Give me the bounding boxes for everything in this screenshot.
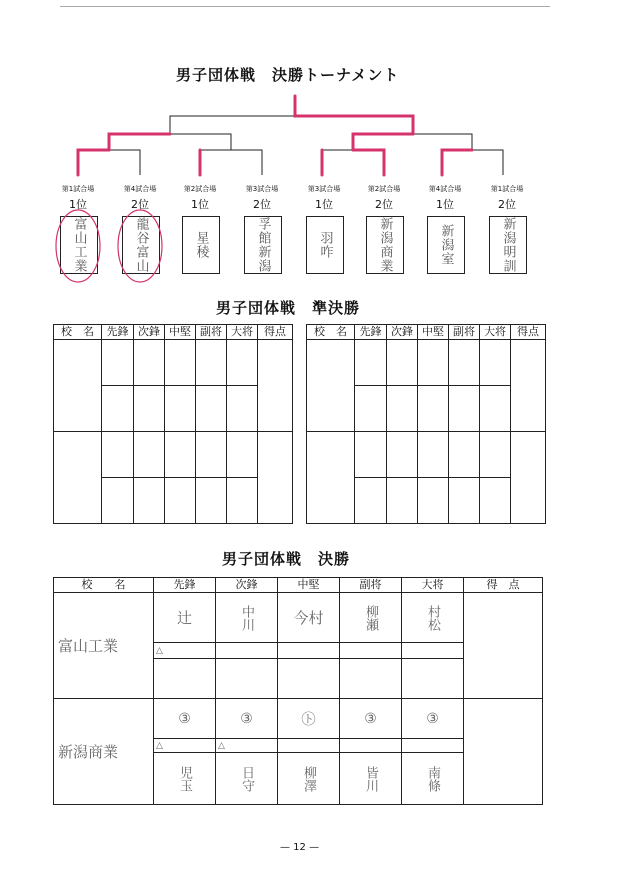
player-name: 中川 [216,593,278,643]
school-cell [307,340,355,432]
rank-label: 2位 [375,198,393,211]
win-mark: ③ [216,699,278,739]
result-mark [216,643,278,659]
school-name: 富山工業 [71,217,87,273]
school-name: 新潟商業 [58,743,119,761]
result-mark [340,643,402,659]
header-score: 得 点 [464,578,543,593]
result-mark: △ [154,739,216,753]
winner-circle [118,210,162,282]
player-name: 皆川 [340,753,402,805]
score-cell [258,340,293,432]
winner-circle [56,210,100,282]
match-label: 第2試合場 [183,185,217,193]
player-name: 南條 [402,753,464,805]
player-name: 今村 [278,593,340,643]
header-jiho: 次鋒 [387,325,418,340]
school-name: 新潟商業 [377,217,393,273]
semifinal-table-left [53,324,293,524]
header-score: 得点 [511,325,546,340]
header-chuken: 中堅 [418,325,449,340]
player-name: 児玉 [154,753,216,805]
match-label: 第4試合場 [428,185,462,193]
header-chuken: 中堅 [165,325,196,340]
school-name: 孚館新潟 [255,217,271,273]
school-name: 新潟明訓 [500,217,516,273]
page-number: — 12 — [280,842,320,853]
header-fukusho: 副将 [340,578,402,593]
player-name: 日守 [216,753,278,805]
winner-circles [0,200,621,290]
school-cell [54,699,154,805]
rank-label: 1位 [191,198,209,211]
result-mark [340,739,402,753]
header-jiho: 次鋒 [216,578,278,593]
rank-label: 1位 [69,198,87,211]
win-mark: ③ [340,699,402,739]
match-label: 第3試合場 [245,185,279,193]
result-mark: △ [154,643,216,659]
player-name: 柳瀬 [340,593,402,643]
player-name: 柳澤 [278,753,340,805]
result-mark [402,739,464,753]
match-label: 第3試合場 [307,185,341,193]
bracket-title: 男子団体戦 決勝トーナメント [176,66,400,84]
school-name: 新潟室 [438,224,454,266]
header-taisho: 大将 [480,325,511,340]
win-mark: ③ [154,699,216,739]
school-name: 龍谷富山 [133,217,149,273]
header-school: 校 名 [54,578,154,593]
result-mark [278,739,340,753]
school-name: 羽咋 [317,231,333,259]
header-school: 校 名 [54,325,102,340]
school-cell [54,432,102,524]
semifinal-table-right [306,324,546,524]
score-cell [464,593,543,699]
score-cell [464,699,543,805]
header-fukusho: 副将 [449,325,480,340]
rank-label: 2位 [498,198,516,211]
score-cell [511,432,546,524]
header-taisho: 大将 [227,325,258,340]
rank-label: 1位 [436,198,454,211]
win-mark: ③ [402,699,464,739]
score-cell [258,432,293,524]
tournament-bracket-lines [0,0,621,200]
result-mark [278,643,340,659]
school-cell [54,593,154,699]
score-cell [511,340,546,432]
match-label: 第2試合場 [367,185,401,193]
header-score: 得点 [258,325,293,340]
school-name: 富山工業 [58,637,119,655]
rank-label: 1位 [315,198,333,211]
match-label: 第4試合場 [123,185,157,193]
semifinal-title: 男子団体戦 準決勝 [216,299,361,317]
rank-label: 2位 [253,198,271,211]
final-table [53,577,543,805]
header-jiho: 次鋒 [134,325,165,340]
rank-label: 2位 [131,198,149,211]
header-school: 校 名 [307,325,355,340]
school-cell [307,432,355,524]
result-mark: △ [216,739,278,753]
player-name: 村松 [402,593,464,643]
player-name: 辻 [154,593,216,643]
header-senpo: 先鋒 [102,325,134,340]
school-cell [54,340,102,432]
header-senpo: 先鋒 [355,325,387,340]
match-label: 第1試合場 [490,185,524,193]
header-fukusho: 副将 [196,325,227,340]
final-title: 男子団体戦 決勝 [222,550,351,568]
result-mark [402,643,464,659]
win-mark: ㋣ [278,699,340,739]
header-senpo: 先鋒 [154,578,216,593]
school-name: 星稜 [193,231,209,259]
match-label: 第1試合場 [61,185,95,193]
header-taisho: 大将 [402,578,464,593]
header-chuken: 中堅 [278,578,340,593]
